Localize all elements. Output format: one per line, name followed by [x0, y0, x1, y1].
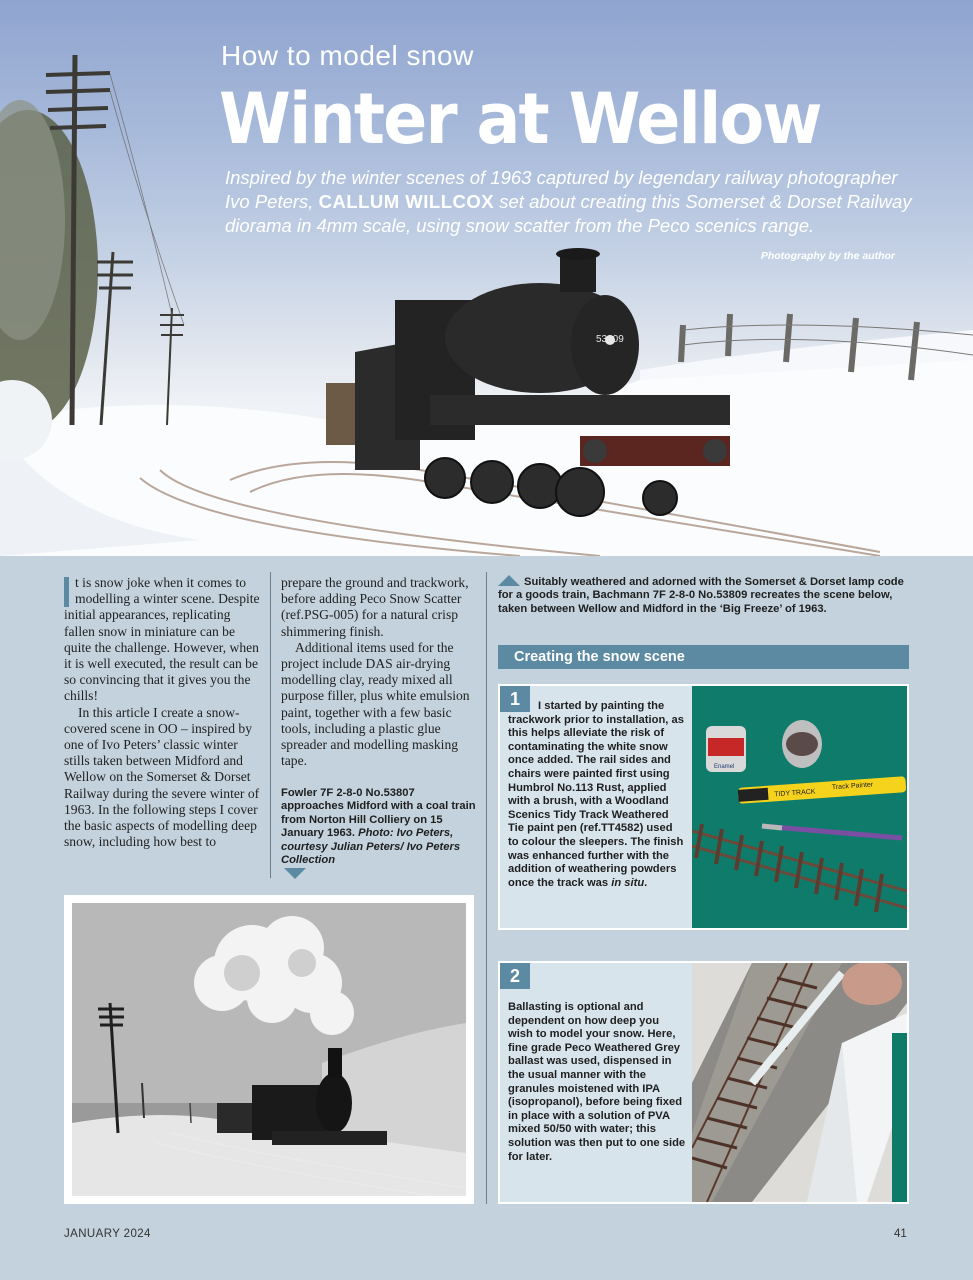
- archive-photo-illustration: [72, 903, 466, 1196]
- caption-credit: Photo: Ivo Peters, courtesy Julian Peters/ Ivo Peters Collection: [281, 827, 461, 867]
- step-1-illustration: [692, 686, 907, 928]
- author-name: CALLUM WILLCOX: [318, 191, 495, 212]
- loco-number-plate: 53809: [596, 334, 624, 345]
- step-text: Ballasting is optional and dependent on how deep you wish to model your snow. Here, fine grade Peco Weathered Grey ballast was used, dispensed in the usual manner with the granules moistened with IPA (isopropanol), before being fixed in place with a solution of PVA mixed 50/50 with water; this solution was then put to one side for later.: [508, 1001, 686, 1163]
- step-text-end: .: [644, 876, 648, 889]
- column-rule: [270, 572, 271, 878]
- caption-fowler: [281, 787, 476, 867]
- body-paragraph: Additional items used for the project include DAS air-drying modelling clay, ready mixed all purpose filler, plus white emulsion paint, together with a few basic tools, including a plastic glue spreader and modelling masking tape.: [281, 639, 470, 769]
- step-text-main: I started by painting the trackwork prior to installation, as this helps alleviate the risk of contaminating the white snow once added. The rail sides and chairs were painted first using Humbrol No.113 Rust, applied with a brush, with a Woodland Scenics Tidy Track Weathered Tie paint pen (ref.TT4582) used to colour the sleepers. The finish was enhanced further with the addition of weathering powders once the track was: [508, 700, 684, 889]
- step-number: 1: [500, 686, 530, 712]
- caption-hero: [498, 575, 910, 616]
- standfirst-lead: Inspired by the winter scenes of 1963 captured by legendary railway photographer Ivo Peters,: [225, 167, 898, 212]
- caption-pointer-up-icon: [498, 575, 520, 586]
- caption-text: Suitably weathered and adorned with the Somerset & Dorset lamp code for a goods train, Bachmann 7F 2-8-0 No.53809 recreates the scene below, taken between Wellow and Midford in the ‘Big Freeze’ of 1963.: [498, 576, 904, 615]
- kicker: How to model snow: [221, 40, 474, 71]
- tin-label: Enamel: [714, 764, 735, 770]
- section-heading: Creating the snow scene: [498, 645, 909, 669]
- body-text: t is snow joke when it comes to modelling a winter scene. Despite initial appearances, replicating fallen snow in miniature can be quite the challenge. However, when it is well executed, the result can be so convincing that it gives you the chills!: [64, 575, 260, 704]
- body-column-2: [281, 575, 473, 769]
- caption-pointer-down-icon: [284, 868, 306, 879]
- archive-photo: [64, 895, 474, 1204]
- step-text: [508, 700, 686, 890]
- step-box-1: [498, 684, 909, 930]
- page-number: 41: [894, 1228, 907, 1240]
- issue-date: JANUARY 2024: [64, 1228, 151, 1240]
- pen-brand: TIDY TRACK: [773, 788, 816, 799]
- dropcap-bar: [64, 577, 69, 607]
- body-column-1: [64, 575, 264, 850]
- step-number: 2: [500, 963, 530, 989]
- step-1-photo: [692, 686, 907, 928]
- step-box-2: [498, 961, 909, 1204]
- hero-photo: [0, 0, 973, 556]
- body-paragraph: In this article I create a snow-covered scene in OO – inspired by one of Ivo Peters’ classic winter stills taken between Midford and Wellow on the Somerset & Dorset Railway during the severe winter of 1963. In the following steps I cover the basic aspects of modelling deep snow, including how best to: [64, 704, 260, 850]
- body-paragraph: [64, 575, 264, 705]
- step-text-italic: in situ: [611, 876, 645, 889]
- photo-credit: Photography by the author: [760, 250, 895, 262]
- caption-text: Fowler 7F 2-8-0 No.53807 approaches Midford with a coal train from Norton Hill Colliery on 15 January 1963.: [281, 787, 476, 840]
- standfirst-tail: set about creating this Somerset & Dorset Railway diorama in 4mm scale, using snow scatter from the Peco scenics range.: [225, 191, 912, 236]
- standfirst: [225, 166, 915, 238]
- body-paragraph: prepare the ground and trackwork, before adding Peco Snow Scatter (ref.PSG-005) for a natural crisp shimmering finish.: [281, 575, 469, 639]
- step-2-illustration: [692, 963, 907, 1202]
- step-2-photo: [692, 963, 907, 1202]
- headline: Winter at Wellow: [219, 78, 821, 160]
- pen-label: Track Painter: [831, 781, 874, 792]
- column-rule: [486, 572, 487, 1204]
